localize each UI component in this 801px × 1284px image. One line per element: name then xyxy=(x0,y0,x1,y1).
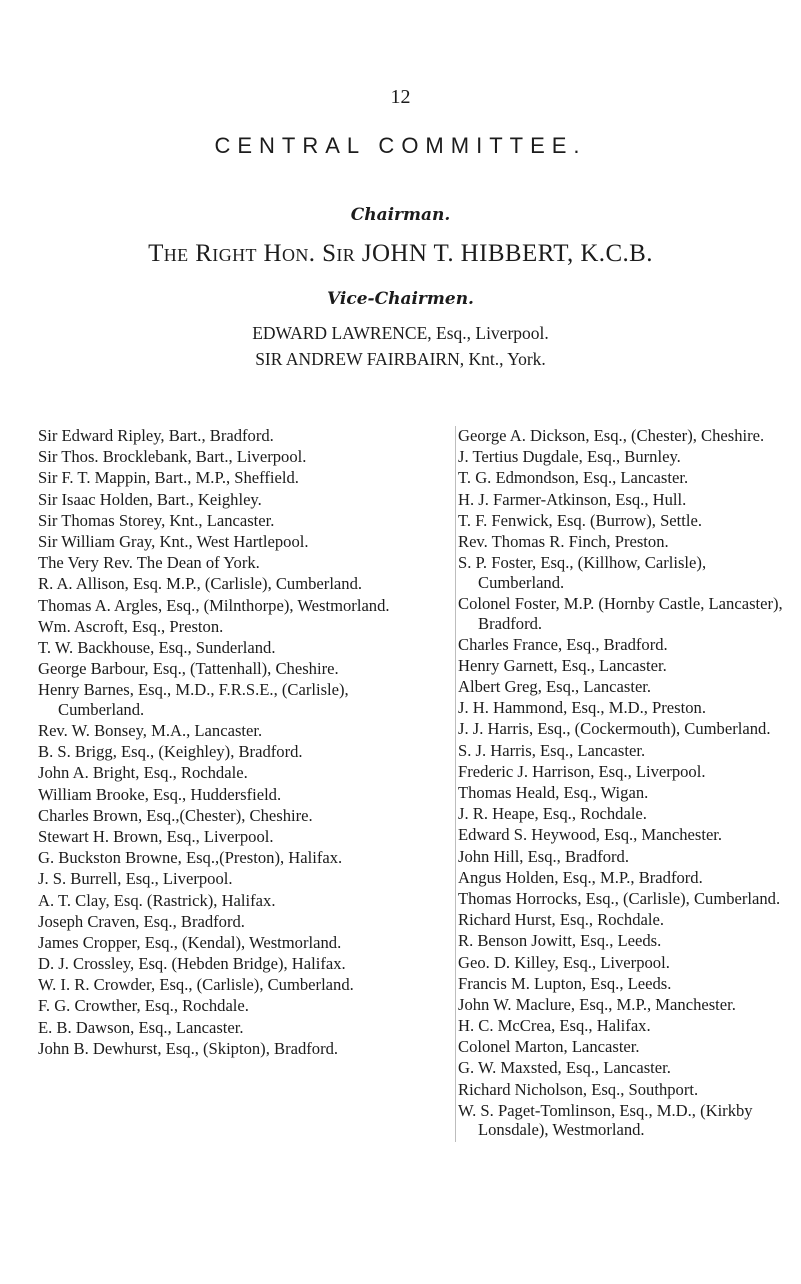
committee-member: Sir F. T. Mappin, Bart., M.P., Sheffield. xyxy=(38,468,299,488)
vice-chairmen-list xyxy=(0,320,801,372)
committee-member: Charles Brown, Esq.,(Chester), Cheshire. xyxy=(38,805,313,825)
committee-member: John B. Dewhurst, Esq., (Skipton), Bradford. xyxy=(38,1038,339,1058)
committee-member: J. J. Harris, Esq., (Cockermouth), Cumberland. xyxy=(458,719,771,739)
committee-member: Henry Barnes, Esq., M.D., F.R.S.E., (Carlisle), Cumberland. xyxy=(38,680,349,719)
members-left-column xyxy=(38,426,436,1060)
committee-member: George A. Dickson, Esq., (Chester), Cheshire. xyxy=(458,426,765,445)
committee-member: B. S. Brigg, Esq., (Keighley), Bradford. xyxy=(38,742,303,762)
committee-member: Geo. D. Killey, Esq., Liverpool. xyxy=(458,952,670,972)
committee-member: George Barbour, Esq., (Tattenhall), Cheshire. xyxy=(38,659,339,679)
committee-member: R. Benson Jowitt, Esq., Leeds. xyxy=(458,931,662,951)
committee-member: T. W. Backhouse, Esq., Sunderland. xyxy=(38,637,276,657)
committee-member: G. Buckston Browne, Esq.,(Preston), Halifax. xyxy=(38,848,343,868)
committee-member: S. P. Foster, Esq., (Killhow, Carlisle), Cumberland. xyxy=(458,553,707,592)
committee-member: Francis M. Lupton, Esq., Leeds. xyxy=(458,973,672,993)
committee-member: Colonel Foster, M.P. (Hornby Castle, Lancaster), Bradford. xyxy=(458,593,783,633)
committee-member: F. G. Crowther, Esq., Rochdale. xyxy=(38,996,249,1016)
committee-member: J. Tertius Dugdale, Esq., Burnley. xyxy=(458,447,681,467)
committee-member: T. G. Edmondson, Esq., Lancaster. xyxy=(458,468,689,488)
committee-member: John Hill, Esq., Bradford. xyxy=(458,846,629,866)
committee-member: Rev. Thomas R. Finch, Preston. xyxy=(458,531,669,551)
committee-member: Sir Thomas Storey, Knt., Lancaster. xyxy=(38,510,275,530)
committee-member: J. S. Burrell, Esq., Liverpool. xyxy=(38,869,233,889)
committee-member: W. I. R. Crowder, Esq., (Carlisle), Cumberland. xyxy=(38,975,354,995)
committee-member: The Very Rev. The Dean of York. xyxy=(38,553,260,573)
committee-member: Sir Edward Ripley, Bart., Bradford. xyxy=(38,426,274,445)
committee-member: S. J. Harris, Esq., Lancaster. xyxy=(458,740,646,760)
committee-member: Stewart H. Brown, Esq., Liverpool. xyxy=(38,826,274,846)
committee-member: Wm. Ascroft, Esq., Preston. xyxy=(38,616,224,636)
committee-member: J. R. Heape, Esq., Rochdale. xyxy=(458,804,647,824)
committee-member: Albert Greg, Esq., Lancaster. xyxy=(458,677,652,697)
committee-member: Richard Hurst, Esq., Rochdale. xyxy=(458,910,664,930)
chairman-name: The Right Hon. Sir JOHN T. HIBBERT, K.C.B. xyxy=(148,240,653,267)
committee-member: Thomas Heald, Esq., Wigan. xyxy=(458,783,649,802)
committee-member: James Cropper, Esq., (Kendal), Westmorland. xyxy=(38,932,342,952)
page-title: CENTRAL COMMITTEE. xyxy=(214,133,587,158)
committee-member: A. T. Clay, Esq. (Rastrick), Halifax. xyxy=(38,890,276,910)
committee-member: E. B. Dawson, Esq., Lancaster. xyxy=(38,1017,244,1037)
committee-member: Colonel Marton, Lancaster. xyxy=(458,1037,640,1057)
committee-member: Sir William Gray, Knt., West Hartlepool. xyxy=(38,531,309,551)
committee-member: W. S. Paget-Tomlinson, Esq., M.D., (Kirkby Lonsdale), Westmorland. xyxy=(458,1100,753,1140)
committee-member: John W. Maclure, Esq., M.P., Manchester. xyxy=(458,994,736,1014)
committee-member: Angus Holden, Esq., M.P., Bradford. xyxy=(458,867,703,887)
committee-member: Thomas A. Argles, Esq., (Milnthorpe), Westmorland. xyxy=(38,595,390,615)
chairman-heading: Chairman. xyxy=(350,205,451,225)
committee-member: D. J. Crossley, Esq. (Hebden Bridge), Halifax. xyxy=(38,954,346,974)
committee-member: H. C. McCrea, Esq., Halifax. xyxy=(458,1016,651,1036)
committee-member: Richard Nicholson, Esq., Southport. xyxy=(458,1079,699,1099)
committee-member: J. H. Hammond, Esq., M.D., Preston. xyxy=(458,698,706,718)
committee-member: Sir Thos. Brocklebank, Bart., Liverpool. xyxy=(38,447,307,467)
committee-member: Thomas Horrocks, Esq., (Carlisle), Cumberland. xyxy=(458,888,781,908)
committee-member: John A. Bright, Esq., Rochdale. xyxy=(38,763,248,783)
committee-member: Frederic J. Harrison, Esq., Liverpool. xyxy=(458,761,706,781)
committee-member: Henry Garnett, Esq., Lancaster. xyxy=(458,655,667,675)
committee-member: Sir Isaac Holden, Bart., Keighley. xyxy=(38,489,262,509)
committee-member: William Brooke, Esq., Huddersfield. xyxy=(38,784,282,804)
vice-chairman: EDWARD LAWRENCE, Esq., Liverpool. xyxy=(252,323,549,343)
committee-member: Edward S. Heywood, Esq., Manchester. xyxy=(458,825,723,845)
vice-chairman: SIR ANDREW FAIRBAIRN, Knt., York. xyxy=(255,349,546,369)
members-right-column xyxy=(455,426,784,1142)
committee-member: Charles France, Esq., Bradford. xyxy=(458,634,668,654)
committee-member: R. A. Allison, Esq. M.P., (Carlisle), Cumberland. xyxy=(38,574,363,594)
page-number: 12 xyxy=(390,86,411,108)
committee-member: Rev. W. Bonsey, M.A., Lancaster. xyxy=(38,721,263,741)
committee-member: G. W. Maxsted, Esq., Lancaster. xyxy=(458,1058,671,1078)
vice-chairmen-heading: Vice-Chairmen. xyxy=(327,289,474,309)
committee-member: T. F. Fenwick, Esq. (Burrow), Settle. xyxy=(458,510,703,530)
committee-member: Joseph Craven, Esq., Bradford. xyxy=(38,911,245,931)
committee-member: H. J. Farmer-Atkinson, Esq., Hull. xyxy=(458,489,687,509)
